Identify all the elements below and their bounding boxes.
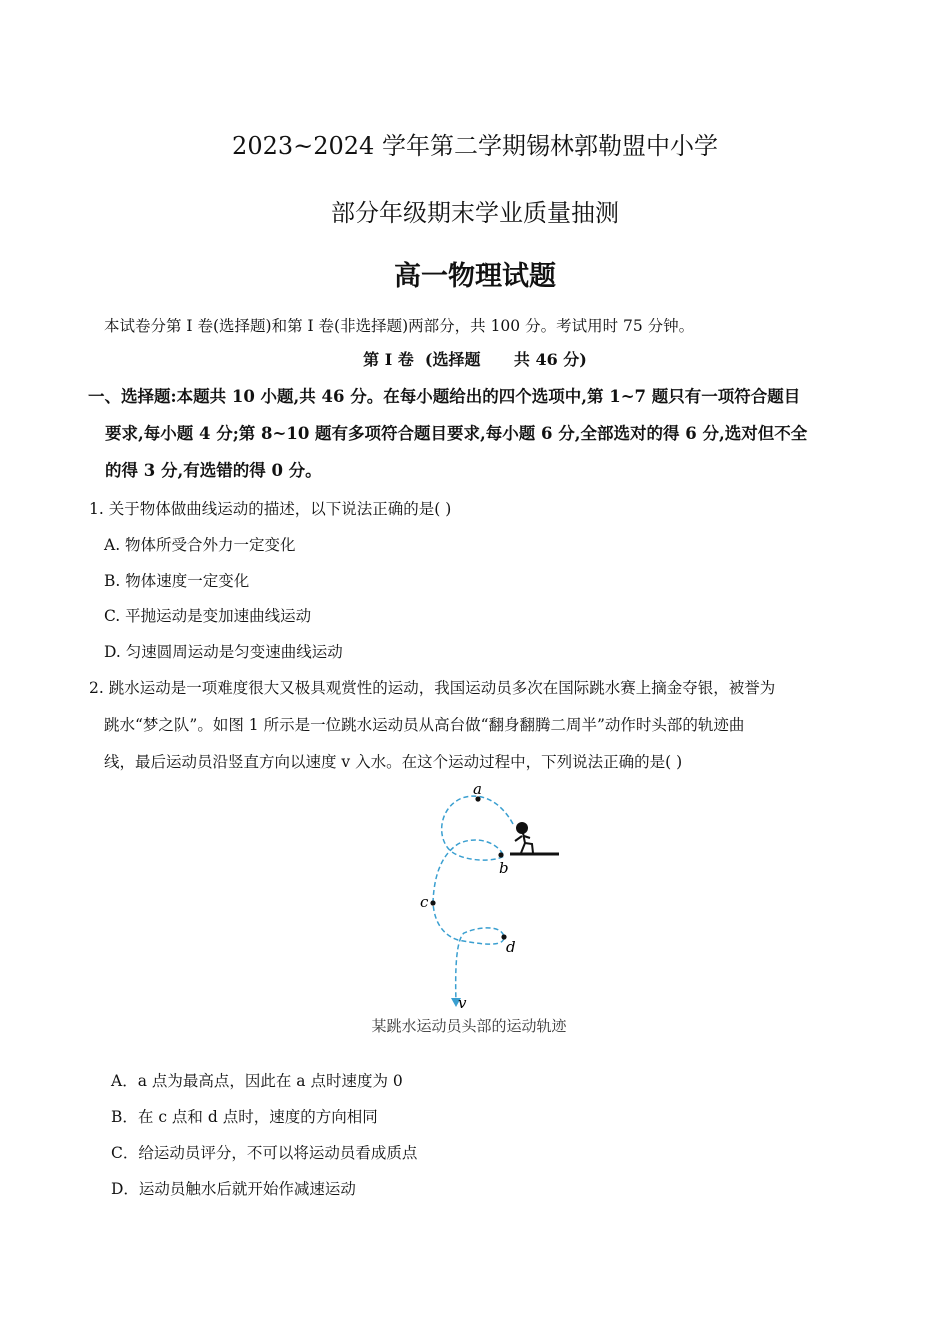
point-b-label: b — [499, 859, 509, 877]
point-a-label: a — [473, 780, 482, 798]
velocity-label: v — [458, 994, 467, 1010]
figure-caption: 某跳水运动员头部的运动轨迹 — [371, 1017, 567, 1035]
point-b-marker — [498, 852, 503, 857]
question-1-stem: 1. 关于物体做曲线运动的描述，以下说法正确的是( ) — [89, 500, 452, 518]
instructions — [88, 378, 873, 489]
section-title: 第 I 卷 (选择题 共 46 分) — [363, 350, 587, 369]
question-1-option-a: A. 物体所受合外力一定变化 — [104, 536, 296, 554]
instruction-line: 要求,每小题 4 分;第 8~10 题有多项符合题目要求,每小题 6 分,全部选对的得 6 分,选对但不全 — [105, 424, 808, 443]
point-d-label: d — [506, 938, 516, 956]
exam-header-line2: 部分年级期末学业质量抽测 — [331, 199, 619, 227]
question-2-option-c: C．给运动员评分，不可以将运动员看成质点 — [111, 1144, 418, 1162]
question-1-option-c: C. 平抛运动是变加速曲线运动 — [104, 607, 312, 625]
point-c-label: c — [420, 893, 429, 911]
diver-figure-icon — [515, 822, 533, 853]
diver-trajectory-figure — [400, 780, 580, 1010]
question-2-option-d: D．运动员触水后就开始作减速运动 — [111, 1180, 356, 1198]
point-c-marker — [430, 900, 435, 905]
instruction-line: 的得 3 分,有选错的得 0 分。 — [105, 461, 322, 480]
question-1-option-b: B. 物体速度一定变化 — [104, 572, 250, 590]
instruction-line: 一、选择题:本题共 10 小题,共 46 分。在每小题给出的四个选项中,第 1~7 题只有一项符合题目 — [88, 387, 801, 406]
question-2-stem-line: 2. 跳水运动是一项难度很大又极具观赏性的运动，我国运动员多次在国际跳水赛上摘金夺银，被誉为 — [89, 679, 776, 697]
question-1-option-d: D. 匀速圆周运动是匀变速曲线运动 — [104, 643, 343, 661]
exam-intro: 本试卷分第 I 卷(选择题)和第 I 卷(非选择题)两部分，共 100 分。考试用时 75 分钟。 — [104, 317, 695, 335]
question-2-option-b: B．在 c 点和 d 点时，速度的方向相同 — [111, 1108, 378, 1126]
question-2-stem-line: 跳水“梦之队”。如图 1 所示是一位跳水运动员从高台做“翻身翻腾二周半”动作时头部的轨迹曲 — [104, 716, 745, 734]
exam-header-line1: 2023~2024 学年第二学期锡林郭勒盟中小学 — [232, 132, 718, 160]
exam-subject-title: 高一物理试题 — [394, 261, 556, 292]
trajectory-curve — [433, 796, 513, 1002]
question-2-option-a: A．a 点为最高点，因此在 a 点时速度为 0 — [111, 1072, 403, 1090]
question-2-stem-line: 线，最后运动员沿竖直方向以速度 v 入水。在这个运动过程中，下列说法正确的是( ) — [104, 753, 683, 771]
